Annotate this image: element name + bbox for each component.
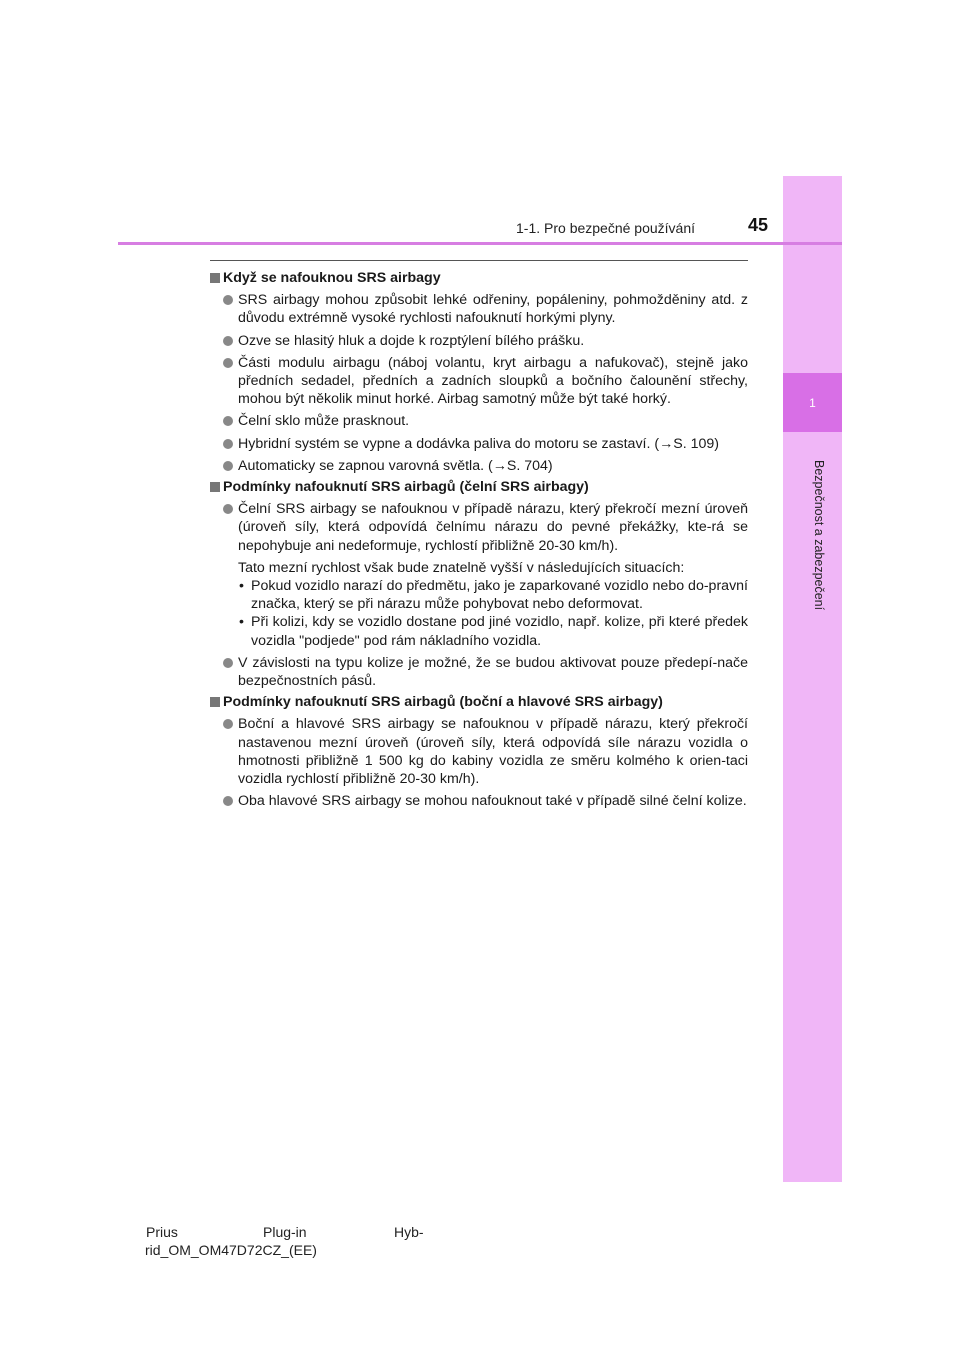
paragraph: Tato mezní rychlost však bude znatelně vyšší v následujících situacích: xyxy=(238,559,685,576)
circle-bullet-icon xyxy=(223,358,233,368)
list-item: Automaticky se zapnou varovná světla. (→S. 704) xyxy=(210,457,748,475)
content-rule xyxy=(210,260,748,261)
circle-bullet-icon xyxy=(223,504,233,514)
footer xyxy=(146,1223,424,1259)
circle-bullet-icon xyxy=(223,796,233,806)
circle-bullet-icon xyxy=(223,439,233,449)
section-heading: Podmínky nafouknutí SRS airbagů (čelní SRS airbagy) xyxy=(210,478,748,496)
square-bullet-icon xyxy=(210,697,220,707)
list-item: Čelní SRS airbagy se nafouknou v případě nárazu, který překročí mezní úroveň (úroveň síly, která odpovídá čelnímu nárazu do pevné překážky, kte-rá se nepohybuje ani nedeformuje, rychlostí přibližně 20-30 km/h). xyxy=(210,500,748,555)
circle-bullet-icon xyxy=(223,658,233,668)
footer-variant: Plug-in xyxy=(263,1224,307,1240)
header-rule xyxy=(118,242,842,245)
side-tab xyxy=(783,176,842,1182)
square-bullet-icon xyxy=(210,482,220,492)
list-item: SRS airbagy mohou způsobit lehké odřeniny, popáleniny, pohmožděniny atd. z důvodu extrémně vysoké rychlosti nafouknutí horkými plyny. xyxy=(210,291,748,327)
square-bullet-icon xyxy=(210,273,220,283)
dot-bullet-icon: • xyxy=(239,614,244,631)
page-content xyxy=(210,266,748,810)
list-item: Boční a hlavové SRS airbagy se nafouknou v případě nárazu, který překročí nastavenou mezní úroveň (úroveň síly, která odpovídá síle nárazu vozidla o hmotnosti přibližně 1 500 kg do kabiny vozidla ze směru kolmého k orien-taci vozidla rychlostí přibližně 20-30 km/h). xyxy=(210,715,748,788)
chapter-number: 1 xyxy=(809,395,816,410)
section-heading: Podmínky nafouknutí SRS airbagů (boční a hlavové SRS airbagy) xyxy=(210,693,748,711)
sub-list-item: • Pokud vozidlo narazí do předmětu, jako je zaparkované vozidlo nebo do-pravní značka, který se při nárazu může pohybovat nebo deformovat. xyxy=(239,578,748,613)
footer-type: Hyb- xyxy=(394,1224,424,1240)
footer-model: Prius xyxy=(146,1224,178,1240)
list-item: Oba hlavové SRS airbagy se mohou nafouknout také v případě silné čelní kolize. xyxy=(210,792,748,810)
circle-bullet-icon xyxy=(223,336,233,346)
chapter-title: Bezpečnost a zabezpečení xyxy=(812,459,826,611)
circle-bullet-icon xyxy=(223,416,233,426)
list-item: Ozve se hlasitý hluk a dojde k rozptýlení bílého prášku. xyxy=(210,332,748,350)
sub-list-item: • Při kolizi, kdy se vozidlo dostane pod jiné vozidlo, např. kolize, při které předek vozidla "podjede" pod rám nákladního vozidla. xyxy=(239,614,748,649)
section-title: 1-1. Pro bezpečné používání xyxy=(516,220,696,236)
dot-bullet-icon: • xyxy=(239,578,244,595)
list-item: Části modulu airbagu (náboj volantu, kryt airbagu a nafukovač), stejně jako předních sedadel, předních a zadních sloupků a bočního čalounění střechy, mohou být několik minut horké. Airbag samotný může být také horký. xyxy=(210,354,748,409)
circle-bullet-icon xyxy=(223,295,233,305)
footer-doc-id: rid_OM_OM47D72CZ_(EE) xyxy=(145,1242,317,1258)
chapter-number-box xyxy=(783,373,842,432)
section-heading: Když se nafouknou SRS airbagy xyxy=(210,269,748,287)
circle-bullet-icon xyxy=(223,719,233,729)
list-item: Hybridní systém se vypne a dodávka paliva do motoru se zastaví. (→S. 109) xyxy=(210,435,748,453)
page-number: 45 xyxy=(748,215,769,235)
list-item: V závislosti na typu kolize je možné, že se budou aktivovat pouze předepí-nače bezpečnostních pásů. xyxy=(210,654,748,690)
list-item: Čelní sklo může prasknout. xyxy=(210,412,748,430)
circle-bullet-icon xyxy=(223,461,233,471)
